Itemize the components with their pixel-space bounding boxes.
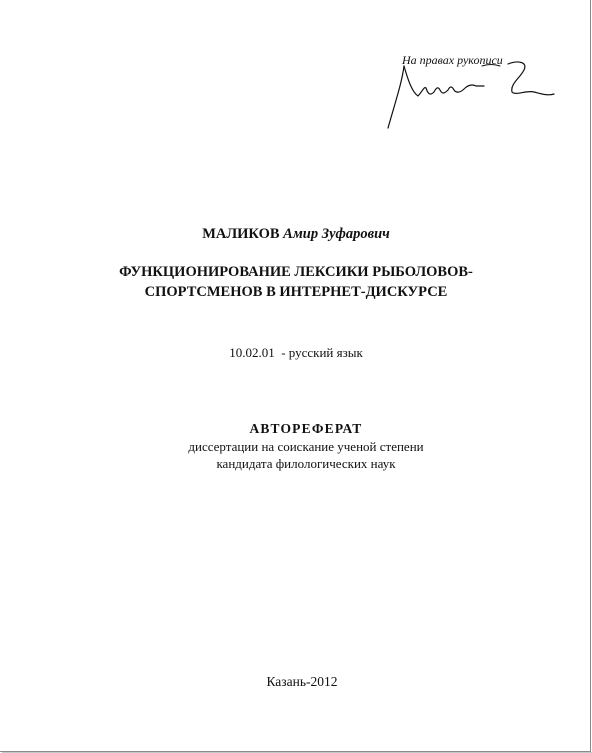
purpose-line-2: кандидата филологических наук: [216, 456, 396, 471]
purpose-line-1: диссертации на соискание ученой степени: [188, 439, 424, 454]
signature: [382, 52, 560, 132]
title-line-1: ФУНКЦИОНИРОВАНИЕ ЛЕКСИКИ РЫБОЛОВОВ-: [119, 264, 473, 280]
document-purpose: [10, 438, 592, 472]
title-line-2: СПОРТСМЕНОВ В ИНТЕРНЕТ-ДИСКУРСЕ: [144, 284, 448, 300]
manuscript-note: На правах рукописи: [402, 53, 503, 67]
place-and-year: Казань-2012: [266, 674, 338, 689]
dissertation-title: [0, 262, 592, 302]
author-name: [0, 226, 592, 243]
specialty-code: 10.02.01 - русский язык: [229, 345, 363, 360]
author-given-names: Амир Зуфарович: [283, 226, 390, 242]
document-genre: АВТОРЕФЕРАТ: [249, 421, 363, 436]
author-surname: МАЛИКОВ: [202, 226, 280, 242]
